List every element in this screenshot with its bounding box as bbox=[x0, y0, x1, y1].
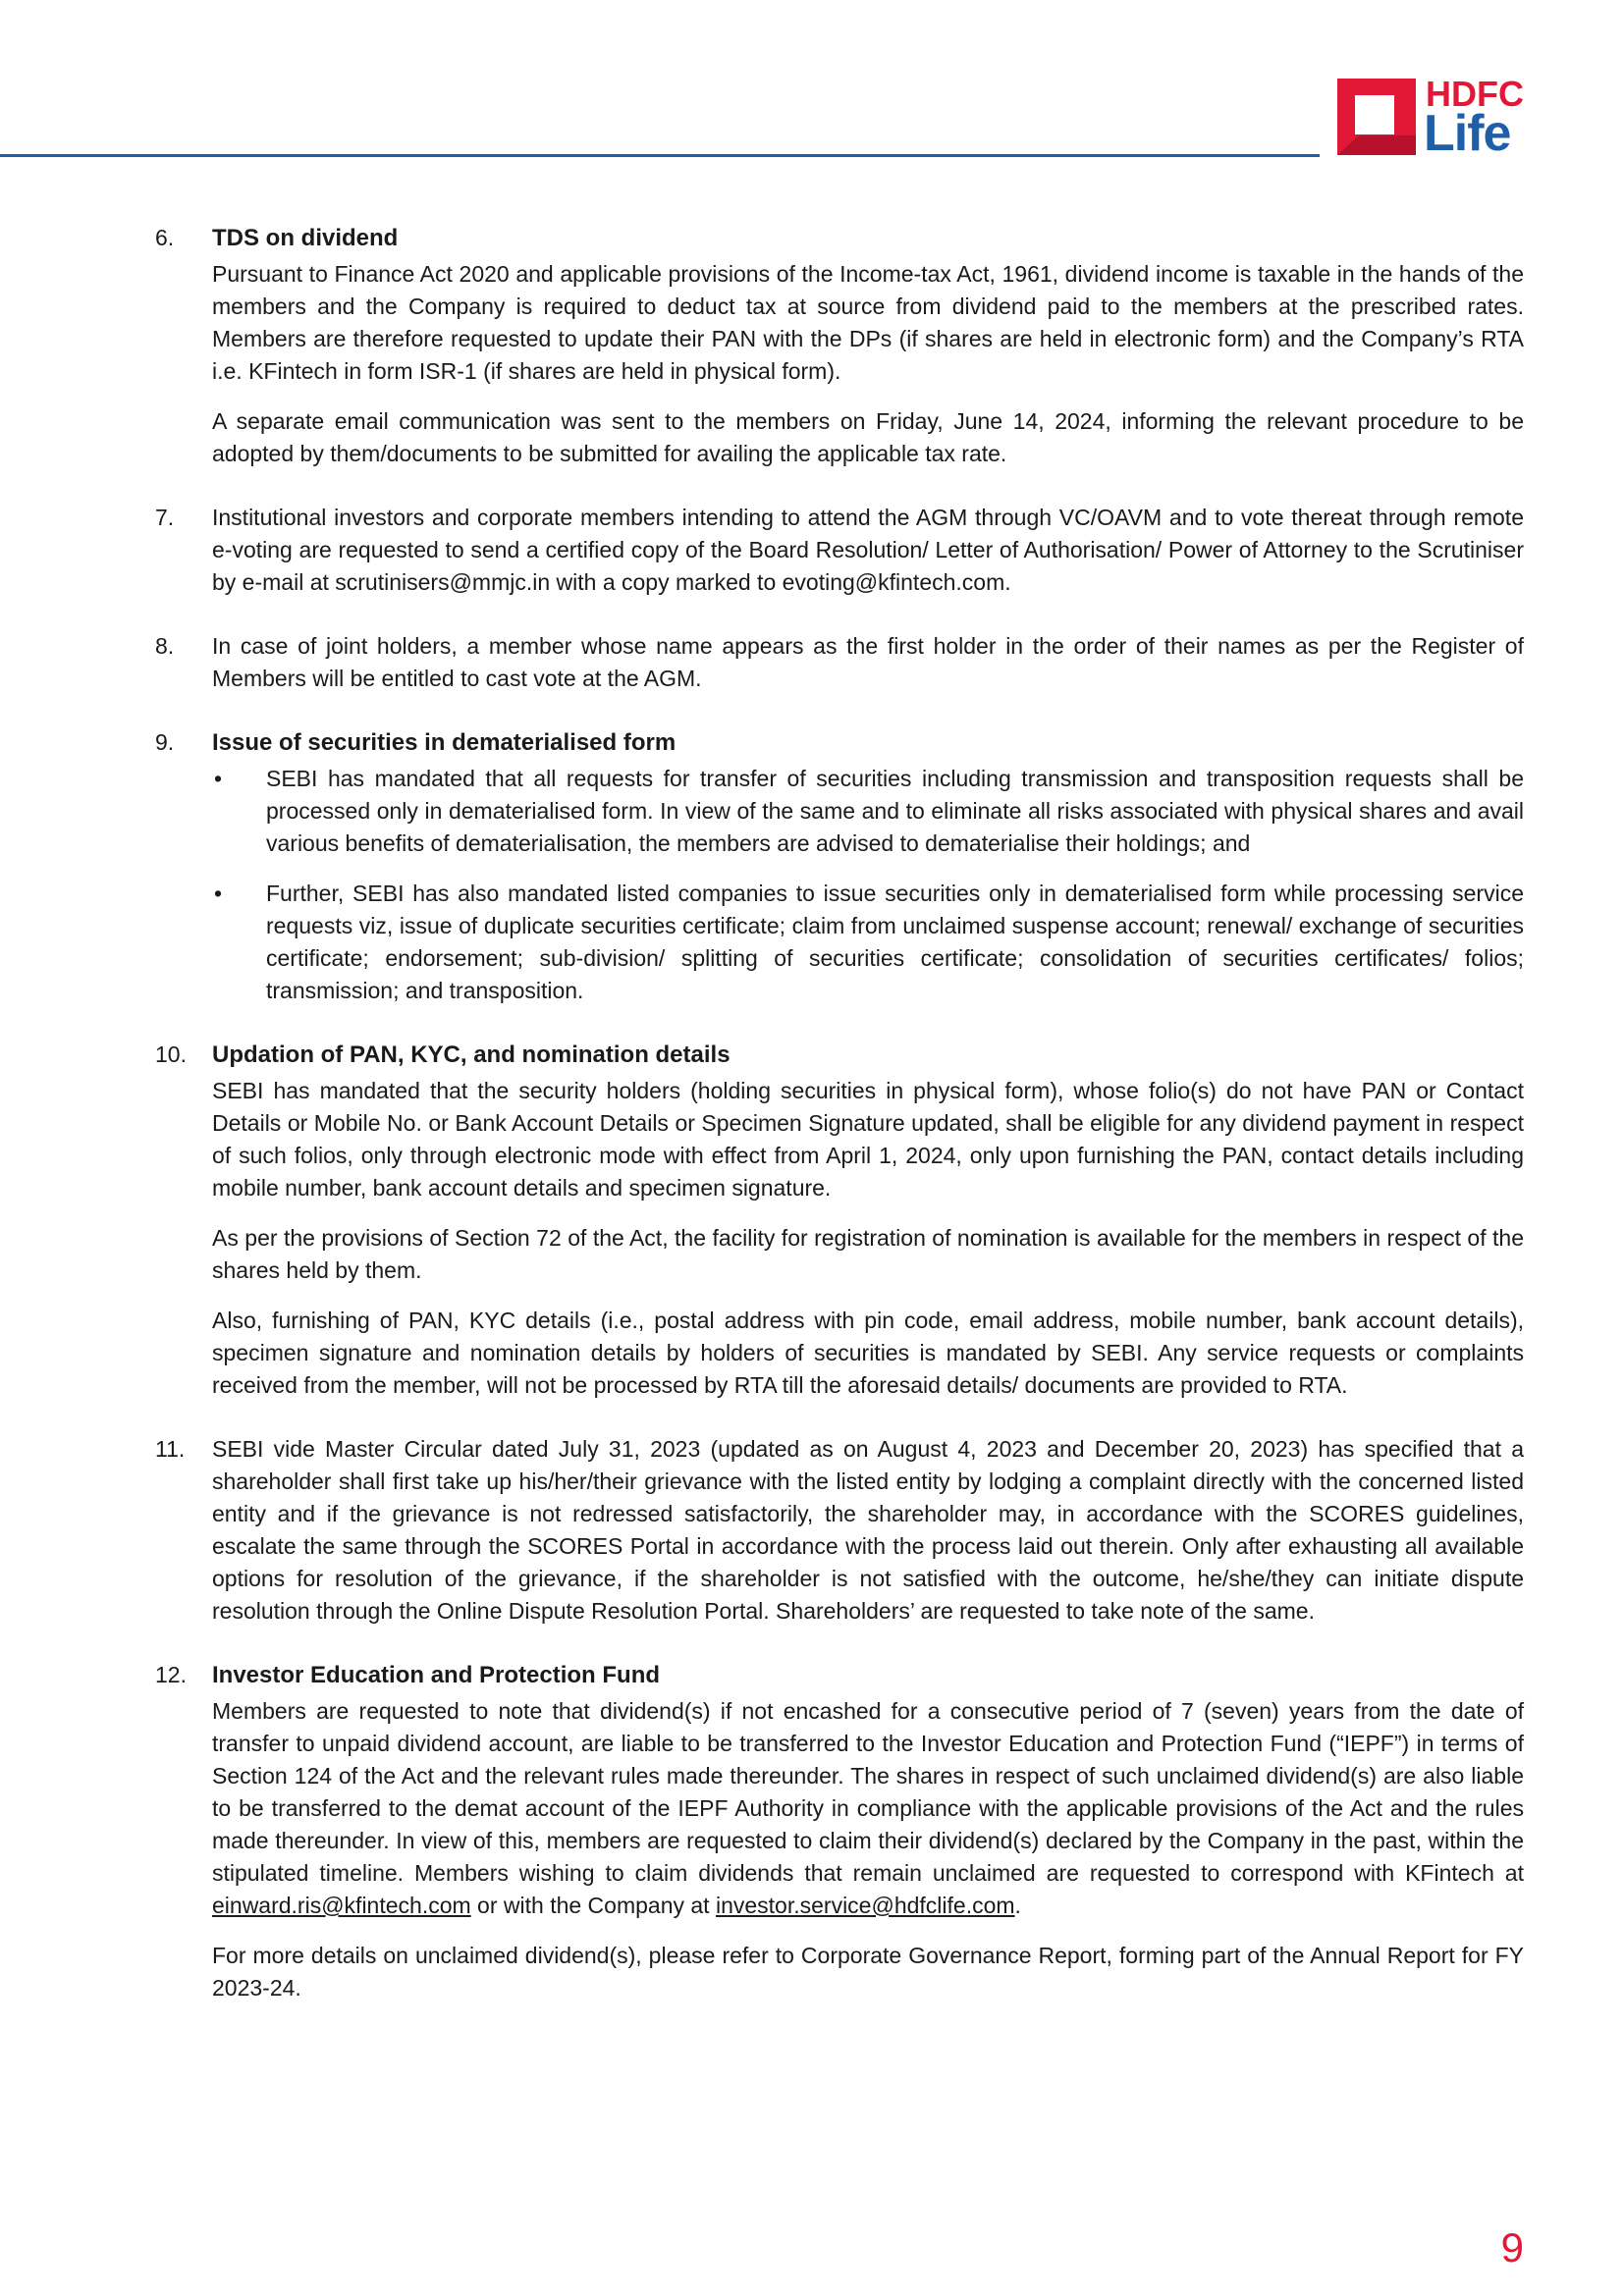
paragraph: For more details on unclaimed dividend(s), please refer to Corporate Governance Report, forming part of the Annual Report for FY 2023-24. bbox=[212, 1943, 1524, 2001]
item-number: 11. bbox=[155, 1436, 186, 1462]
item-number: 12. bbox=[155, 1662, 187, 1687]
item-number: 8. bbox=[155, 633, 175, 659]
logo-mark-icon bbox=[1337, 79, 1416, 155]
kfintech-email-link[interactable]: einward.ris@kfintech.com bbox=[212, 1893, 471, 1918]
section-iepf bbox=[155, 1659, 1524, 2004]
section-tds-on-dividend bbox=[155, 222, 1524, 470]
list-item-text: Further, SEBI has also mandated listed companies to issue securities only in dematerialised form while processing service requests viz, issue of duplicate securities certificate; claim from unclaimed suspense account; renewal/ exchange of securities certificate; endorsement; sub-division/ splitting of securities certificate; consolidation of securities certificates/ folios; transmission; and transposition. bbox=[266, 881, 1524, 1003]
bullet-icon: • bbox=[214, 766, 223, 791]
header-rule bbox=[0, 154, 1320, 157]
section-joint-holders bbox=[155, 630, 1524, 695]
section-dematerialised-securities bbox=[155, 726, 1524, 1007]
paragraph-text: Members are requested to note that dividend(s) if not encashed for a consecutive period of 7 (seven) years from the date of transfer to unpaid dividend account, are liable to be transferred to the Investor Education and Protection Fund (“IEPF”) in terms of Section 124 of the Act and the relevant rules made thereunder. The shares in respect of such unclaimed dividend(s) are also liable to be transferred to the demat account of the IEPF Authority in compliance with the applicable provisions of the Act and the rules made thereunder. In view of this, members are requested to claim their dividend(s) declared by the Company in the past, within the stipulated timeline. Members wishing to claim dividends that remain unclaimed are requested to correspond with KFintech at bbox=[212, 1698, 1524, 1886]
hdfc-life-logo bbox=[1331, 75, 1528, 163]
item-number: 7. bbox=[155, 505, 175, 530]
paragraph: In case of joint holders, a member whose name appears as the first holder in the order of their names as per the Register of Members will be entitled to cast vote at the AGM. bbox=[212, 633, 1524, 691]
list-item-text: SEBI has mandated that all requests for transfer of securities including transmission and transposition requests shall be processed only in dematerialised form. In view of the same and to eliminate all risks associated with physical shares and avail various benefits of dematerialisation, the members are advised to dematerialise their holdings; and bbox=[266, 766, 1524, 856]
logo-text-life: Life bbox=[1424, 105, 1511, 162]
bullet-icon: • bbox=[214, 881, 223, 906]
item-number: 9. bbox=[155, 729, 175, 755]
paragraph: A separate email communication was sent to the members on Friday, June 14, 2024, informing the relevant procedure to be adopted by them/documents to be submitted for availing the applicable tax rate. bbox=[212, 408, 1524, 466]
section-heading: Investor Education and Protection Fund bbox=[212, 1662, 661, 1688]
hdfclife-email-link[interactable]: investor.service@hdfclife.com bbox=[715, 1893, 1015, 1918]
item-number: 10. bbox=[155, 1041, 187, 1067]
bullet-list bbox=[212, 763, 1524, 1007]
paragraph: Also, furnishing of PAN, KYC details (i.e., postal address with pin code, email address, mobile number, bank account details), specimen signature and nomination details by holders of securities is mandated by SEBI. Any service requests or complaints received from the member, will not be processed by RTA till the aforesaid details/ documents are provided to RTA. bbox=[212, 1308, 1524, 1398]
page-number: 9 bbox=[1500, 2224, 1524, 2270]
paragraph: Pursuant to Finance Act 2020 and applicable provisions of the Income-tax Act, 1961, dividend income is taxable in the hands of the members and the Company is required to deduct tax at source from dividend paid to the members at the prescribed rates. Members are therefore requested to update their PAN with the DPs (if shares are held in electronic form) and the Company’s RTA i.e. KFintech in form ISR-1 (if shares are held in physical form). bbox=[212, 261, 1524, 384]
list-item bbox=[212, 878, 1524, 1007]
paragraph-text: . bbox=[1014, 1893, 1021, 1918]
section-heading: TDS on dividend bbox=[212, 225, 399, 251]
document-body bbox=[155, 222, 1524, 2036]
logo-text-hdfc: HDFC bbox=[1426, 74, 1524, 114]
paragraph-text: or with the Company at bbox=[470, 1893, 716, 1918]
item-number: 6. bbox=[155, 225, 175, 250]
section-pan-kyc-nomination bbox=[155, 1039, 1524, 1402]
paragraph: As per the provisions of Section 72 of the Act, the facility for registration of nomination is available for the members in respect of the shares held by them. bbox=[212, 1225, 1524, 1283]
section-institutional-investors bbox=[155, 502, 1524, 599]
section-heading: Issue of securities in dematerialised form bbox=[212, 729, 677, 756]
paragraph: Institutional investors and corporate members intending to attend the AGM through VC/OAVM and to vote thereat through remote e-voting are requested to send a certified copy of the Board Resolution/ Letter of Authorisation/ Power of Attorney to the Scrutiniser by e-mail at scrutinisers@mmjc.in with a copy marked to evoting@kfintech.com. bbox=[212, 505, 1524, 595]
list-item bbox=[212, 763, 1524, 860]
section-heading: Updation of PAN, KYC, and nomination details bbox=[212, 1041, 731, 1068]
paragraph bbox=[212, 1695, 1524, 1922]
paragraph: SEBI has mandated that the security holders (holding securities in physical form), whose folio(s) do not have PAN or Contact Details or Mobile No. or Bank Account Details or Specimen Signature updated, shall be eligible for any dividend payment in respect of such folios, only through electronic mode with effect from April 1, 2024, only upon furnishing the PAN, contact details including mobile number, bank account details and specimen signature. bbox=[212, 1078, 1524, 1201]
paragraph: SEBI vide Master Circular dated July 31, 2023 (updated as on August 4, 2023 and December 20, 2023) has specified that a shareholder shall first take up his/her/their grievance with the listed entity by lodging a complaint directly with the concerned listed entity and if the grievance is not redressed satisfactorily, the shareholder may, in accordance with the SCORES guidelines, escalate the same through the SCORES Portal in accordance with the process laid out therein. Only after exhausting all available options for resolution of the grievance, if the shareholder is not satisfied with the outcome, he/she/they can initiate dispute resolution through the Online Dispute Resolution Portal. Shareholders’ are requested to take note of the same. bbox=[212, 1436, 1524, 1624]
section-sebi-master-circular bbox=[155, 1433, 1524, 1628]
